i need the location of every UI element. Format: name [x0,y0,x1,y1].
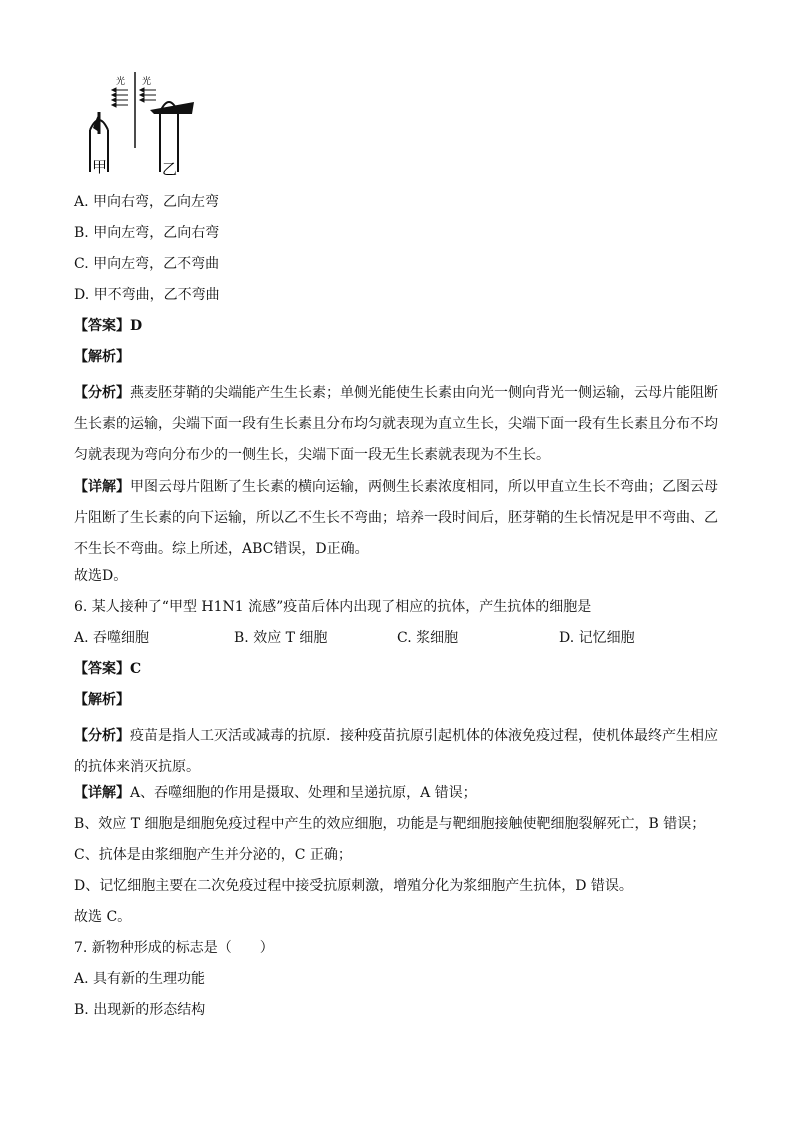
q6-option-a: A. 吞噬细胞 [74,630,150,646]
q5-fenxi [74,378,724,471]
q5-analysis-head: 【解析】 [74,349,130,365]
q5-option-b: B. 甲向左弯，乙向右弯 [74,225,220,241]
q6-xiangjie-a-line [74,783,477,803]
coleoptile-figure [74,72,204,177]
q7-stem: 7. 新物种形成的标志是（ ） [74,940,274,956]
q5-xiangjie-tag: 【详解】 [74,479,130,495]
figure-label-yi: 乙 [162,160,178,177]
q6-conclusion: 故选 C。 [74,909,132,925]
q5-option-d: D. 甲不弯曲，乙不弯曲 [74,287,220,303]
q6-fenxi-tag: 【分析】 [74,728,130,744]
q6-fenxi-text: 疫苗是指人工灭活或减毒的抗原．接种疫苗抗原引起机体的体液免疫过程，使机体最终产生相应的抗体来消灭抗原。 [74,728,718,775]
q6-xiangjie-b: B、效应 T 细胞是细胞免疫过程中产生的效应细胞，功能是与靶细胞接触使靶细胞裂解死亡，B 错误； [74,816,706,832]
q5-fenxi-text: 燕麦胚芽鞘的尖端能产生生长素；单侧光能使生长素由向光一侧向背光一侧运输，云母片能阻断生长素的运输，尖端下面一段有生长素且分布均匀就表现为直立生长，尖端下面一段有生长素且分布不均匀就表现为弯向分布少的一侧生长，尖端下面一段无生长素就表现为不生长。 [74,385,718,463]
q6-xiangjie-c: C、抗体是由浆细胞产生并分泌的，C 正确； [74,847,352,863]
q7-option-b: B. 出现新的形态结构 [74,1002,206,1018]
q5-xiangjie-text: 甲图云母片阻断了生长素的横向运输，两侧生长素浓度相同，所以甲直立生长不弯曲；乙图云母片阻断了生长素的向下运输，所以乙不生长不弯曲；培养一段时间后，胚芽鞘的生长情况是甲不弯曲、乙不生长不弯曲。综上所述，ABC错误，D正确。 [74,479,718,557]
q6-answer: 【答案】C [74,661,142,677]
q7-option-a: A. 具有新的生理功能 [74,971,206,987]
q5-option-a: A. 甲向右弯，乙向左弯 [74,194,220,210]
q5-xiangjie [74,472,724,565]
q6-option-b: B. 效应 T 细胞 [234,630,328,646]
light-label-yi: 光 [142,77,152,87]
q6-stem: 6. 某人接种了“甲型 H1N1 流感”疫苗后体内出现了相应的抗体，产生抗体的细胞是 [74,599,592,615]
q5-conclusion: 故选D。 [74,568,128,584]
q6-option-c: C. 浆细胞 [397,630,459,646]
yi-light-arrows [140,88,156,102]
light-label-jia: 光 [116,77,126,87]
q6-xiangjie-tag: 【详解】 [74,785,130,801]
q5-option-c: C. 甲向左弯，乙不弯曲 [74,256,220,272]
q6-options [74,628,635,648]
q5-answer: 【答案】D [74,318,143,334]
q6-option-d: D. 记忆细胞 [559,630,635,646]
q6-xiangjie-d: D、记忆细胞主要在二次免疫过程中接受抗原刺激，增殖分化为浆细胞产生抗体，D 错误。 [74,878,633,894]
q5-fenxi-tag: 【分析】 [74,385,130,401]
q6-analysis-head: 【解析】 [74,692,130,708]
jia-light-arrows [112,88,128,107]
q6-xiangjie-a: A、吞噬细胞的作用是摄取、处理和呈递抗原，A 错误； [130,785,477,801]
figure-label-jia: 甲 [92,158,108,176]
q6-fenxi [74,721,724,783]
